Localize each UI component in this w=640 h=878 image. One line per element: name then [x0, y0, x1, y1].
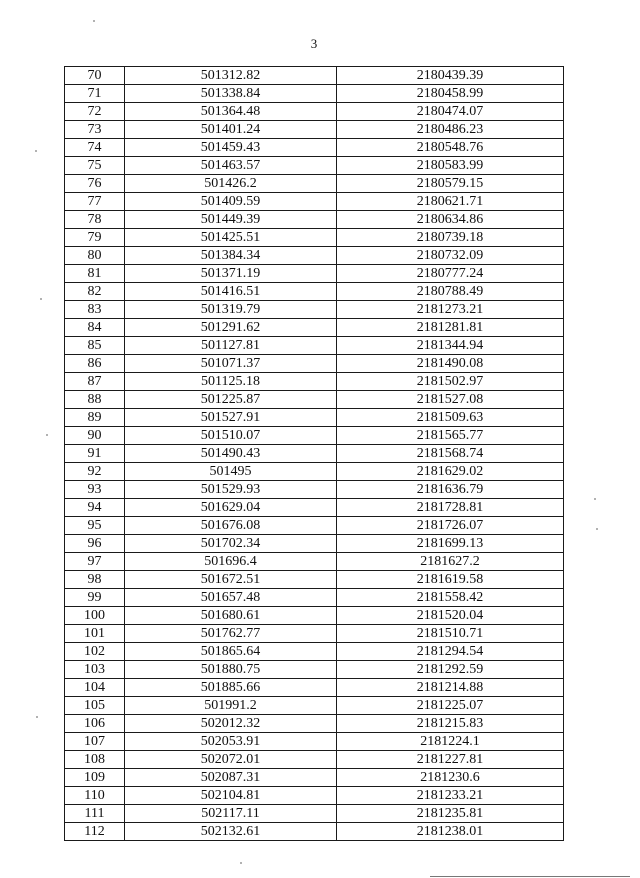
point-number-cell: 94: [65, 499, 125, 517]
table-row: [65, 175, 564, 193]
y-coordinate-cell: 2181230.6: [337, 769, 564, 787]
table-row: [65, 823, 564, 841]
point-number-cell: 82: [65, 283, 125, 301]
point-number-cell: 92: [65, 463, 125, 481]
point-number-cell: 74: [65, 139, 125, 157]
x-coordinate-cell: 501527.91: [125, 409, 337, 427]
y-coordinate-cell: 2180439.39: [337, 67, 564, 85]
table-row: [65, 697, 564, 715]
y-coordinate-cell: 2181490.08: [337, 355, 564, 373]
y-coordinate-cell: 2181215.83: [337, 715, 564, 733]
table-row: [65, 769, 564, 787]
table-row: [65, 733, 564, 751]
x-coordinate-cell: 501510.07: [125, 427, 337, 445]
table-row: [65, 643, 564, 661]
table-row: [65, 301, 564, 319]
y-coordinate-cell: 2181292.59: [337, 661, 564, 679]
y-coordinate-cell: 2180739.18: [337, 229, 564, 247]
x-coordinate-cell: 501425.51: [125, 229, 337, 247]
y-coordinate-cell: 2181273.21: [337, 301, 564, 319]
table-row: [65, 319, 564, 337]
point-number-cell: 107: [65, 733, 125, 751]
table-row: [65, 715, 564, 733]
scan-speck: [40, 298, 42, 300]
point-number-cell: 80: [65, 247, 125, 265]
point-number-cell: 81: [65, 265, 125, 283]
y-coordinate-cell: 2180583.99: [337, 157, 564, 175]
point-number-cell: 73: [65, 121, 125, 139]
y-coordinate-cell: 2180474.07: [337, 103, 564, 121]
table-row: [65, 409, 564, 427]
y-coordinate-cell: 2181520.04: [337, 607, 564, 625]
x-coordinate-cell: 501762.77: [125, 625, 337, 643]
scan-speck: [594, 498, 596, 500]
point-number-cell: 110: [65, 787, 125, 805]
x-coordinate-cell: 501449.39: [125, 211, 337, 229]
x-coordinate-cell: 501629.04: [125, 499, 337, 517]
point-number-cell: 106: [65, 715, 125, 733]
point-number-cell: 87: [65, 373, 125, 391]
point-number-cell: 96: [65, 535, 125, 553]
x-coordinate-cell: 501672.51: [125, 571, 337, 589]
point-number-cell: 79: [65, 229, 125, 247]
point-number-cell: 93: [65, 481, 125, 499]
scan-speck: [93, 20, 95, 22]
point-number-cell: 100: [65, 607, 125, 625]
point-number-cell: 84: [65, 319, 125, 337]
table-row: [65, 427, 564, 445]
point-number-cell: 102: [65, 643, 125, 661]
table-row: [65, 67, 564, 85]
x-coordinate-cell: 501490.43: [125, 445, 337, 463]
x-coordinate-cell: 501991.2: [125, 697, 337, 715]
x-coordinate-cell: 501702.34: [125, 535, 337, 553]
x-coordinate-cell: 501371.19: [125, 265, 337, 283]
table-row: [65, 247, 564, 265]
table-row: [65, 661, 564, 679]
y-coordinate-cell: 2181238.01: [337, 823, 564, 841]
x-coordinate-cell: 501680.61: [125, 607, 337, 625]
point-number-cell: 77: [65, 193, 125, 211]
x-coordinate-cell: 501696.4: [125, 553, 337, 571]
point-number-cell: 76: [65, 175, 125, 193]
x-coordinate-cell: 501426.2: [125, 175, 337, 193]
y-coordinate-cell: 2180777.24: [337, 265, 564, 283]
table-row: [65, 391, 564, 409]
point-number-cell: 72: [65, 103, 125, 121]
y-coordinate-cell: 2180634.86: [337, 211, 564, 229]
table-row: [65, 625, 564, 643]
y-coordinate-cell: 2181214.88: [337, 679, 564, 697]
scan-speck: [36, 716, 38, 718]
table-row: [65, 751, 564, 769]
point-number-cell: 71: [65, 85, 125, 103]
y-coordinate-cell: 2181619.58: [337, 571, 564, 589]
y-coordinate-cell: 2181225.07: [337, 697, 564, 715]
point-number-cell: 83: [65, 301, 125, 319]
x-coordinate-cell: 502012.32: [125, 715, 337, 733]
y-coordinate-cell: 2181227.81: [337, 751, 564, 769]
x-coordinate-cell: 501880.75: [125, 661, 337, 679]
x-coordinate-cell: 501416.51: [125, 283, 337, 301]
x-coordinate-cell: 501312.82: [125, 67, 337, 85]
point-number-cell: 89: [65, 409, 125, 427]
scan-speck: [596, 528, 598, 530]
point-number-cell: 101: [65, 625, 125, 643]
y-coordinate-cell: 2181509.63: [337, 409, 564, 427]
x-coordinate-cell: 501225.87: [125, 391, 337, 409]
table-row: [65, 499, 564, 517]
x-coordinate-cell: 501319.79: [125, 301, 337, 319]
y-coordinate-cell: 2181726.07: [337, 517, 564, 535]
point-number-cell: 90: [65, 427, 125, 445]
y-coordinate-cell: 2181565.77: [337, 427, 564, 445]
y-coordinate-cell: 2180458.99: [337, 85, 564, 103]
table-row: [65, 481, 564, 499]
point-number-cell: 104: [65, 679, 125, 697]
table-row: [65, 157, 564, 175]
x-coordinate-cell: 501459.43: [125, 139, 337, 157]
x-coordinate-cell: 502072.01: [125, 751, 337, 769]
x-coordinate-cell: 502117.11: [125, 805, 337, 823]
table-row: [65, 139, 564, 157]
table-row: [65, 337, 564, 355]
x-coordinate-cell: 501885.66: [125, 679, 337, 697]
point-number-cell: 70: [65, 67, 125, 85]
scan-speck: [240, 862, 242, 864]
coordinates-table-body: [65, 67, 564, 841]
table-row: [65, 229, 564, 247]
x-coordinate-cell: 501401.24: [125, 121, 337, 139]
x-coordinate-cell: 501364.48: [125, 103, 337, 121]
y-coordinate-cell: 2180548.76: [337, 139, 564, 157]
y-coordinate-cell: 2181629.02: [337, 463, 564, 481]
table-row: [65, 103, 564, 121]
x-coordinate-cell: 501338.84: [125, 85, 337, 103]
x-coordinate-cell: 501529.93: [125, 481, 337, 499]
y-coordinate-cell: 2181558.42: [337, 589, 564, 607]
table-row: [65, 607, 564, 625]
point-number-cell: 85: [65, 337, 125, 355]
x-coordinate-cell: 501495: [125, 463, 337, 481]
table-row: [65, 193, 564, 211]
y-coordinate-cell: 2181728.81: [337, 499, 564, 517]
table-row: [65, 445, 564, 463]
scan-speck: [35, 150, 37, 152]
table-row: [65, 805, 564, 823]
y-coordinate-cell: 2181699.13: [337, 535, 564, 553]
point-number-cell: 109: [65, 769, 125, 787]
y-coordinate-cell: 2181636.79: [337, 481, 564, 499]
point-number-cell: 95: [65, 517, 125, 535]
point-number-cell: 103: [65, 661, 125, 679]
table-row: [65, 535, 564, 553]
y-coordinate-cell: 2181502.97: [337, 373, 564, 391]
point-number-cell: 91: [65, 445, 125, 463]
y-coordinate-cell: 2180486.23: [337, 121, 564, 139]
y-coordinate-cell: 2181294.54: [337, 643, 564, 661]
y-coordinate-cell: 2181627.2: [337, 553, 564, 571]
x-coordinate-cell: 501676.08: [125, 517, 337, 535]
point-number-cell: 88: [65, 391, 125, 409]
point-number-cell: 98: [65, 571, 125, 589]
x-coordinate-cell: 501865.64: [125, 643, 337, 661]
x-coordinate-cell: 501657.48: [125, 589, 337, 607]
table-row: [65, 517, 564, 535]
table-row: [65, 463, 564, 481]
table-row: [65, 571, 564, 589]
point-number-cell: 108: [65, 751, 125, 769]
x-coordinate-cell: 502104.81: [125, 787, 337, 805]
table-row: [65, 373, 564, 391]
point-number-cell: 86: [65, 355, 125, 373]
y-coordinate-cell: 2181235.81: [337, 805, 564, 823]
table-row: [65, 589, 564, 607]
scan-edge-line: [430, 876, 630, 877]
y-coordinate-cell: 2181281.81: [337, 319, 564, 337]
point-number-cell: 112: [65, 823, 125, 841]
x-coordinate-cell: 502087.31: [125, 769, 337, 787]
scan-speck: [46, 434, 48, 436]
page-number: 3: [310, 36, 318, 51]
y-coordinate-cell: 2180621.71: [337, 193, 564, 211]
table-row: [65, 355, 564, 373]
x-coordinate-cell: 501071.37: [125, 355, 337, 373]
x-coordinate-cell: 501384.34: [125, 247, 337, 265]
table-row: [65, 85, 564, 103]
point-number-cell: 97: [65, 553, 125, 571]
table-row: [65, 283, 564, 301]
y-coordinate-cell: 2181344.94: [337, 337, 564, 355]
table-row: [65, 679, 564, 697]
y-coordinate-cell: 2180732.09: [337, 247, 564, 265]
y-coordinate-cell: 2181568.74: [337, 445, 564, 463]
y-coordinate-cell: 2181527.08: [337, 391, 564, 409]
y-coordinate-cell: 2180788.49: [337, 283, 564, 301]
x-coordinate-cell: 501291.62: [125, 319, 337, 337]
y-coordinate-cell: 2181224.1: [337, 733, 564, 751]
x-coordinate-cell: 501409.59: [125, 193, 337, 211]
point-number-cell: 99: [65, 589, 125, 607]
table-row: [65, 211, 564, 229]
table-row: [65, 787, 564, 805]
point-number-cell: 105: [65, 697, 125, 715]
table-row: [65, 553, 564, 571]
x-coordinate-cell: 502053.91: [125, 733, 337, 751]
y-coordinate-cell: 2181510.71: [337, 625, 564, 643]
point-number-cell: 78: [65, 211, 125, 229]
x-coordinate-cell: 501127.81: [125, 337, 337, 355]
y-coordinate-cell: 2180579.15: [337, 175, 564, 193]
point-number-cell: 111: [65, 805, 125, 823]
coordinates-table: [64, 66, 564, 841]
point-number-cell: 75: [65, 157, 125, 175]
y-coordinate-cell: 2181233.21: [337, 787, 564, 805]
x-coordinate-cell: 502132.61: [125, 823, 337, 841]
x-coordinate-cell: 501125.18: [125, 373, 337, 391]
table-row: [65, 265, 564, 283]
x-coordinate-cell: 501463.57: [125, 157, 337, 175]
table-row: [65, 121, 564, 139]
